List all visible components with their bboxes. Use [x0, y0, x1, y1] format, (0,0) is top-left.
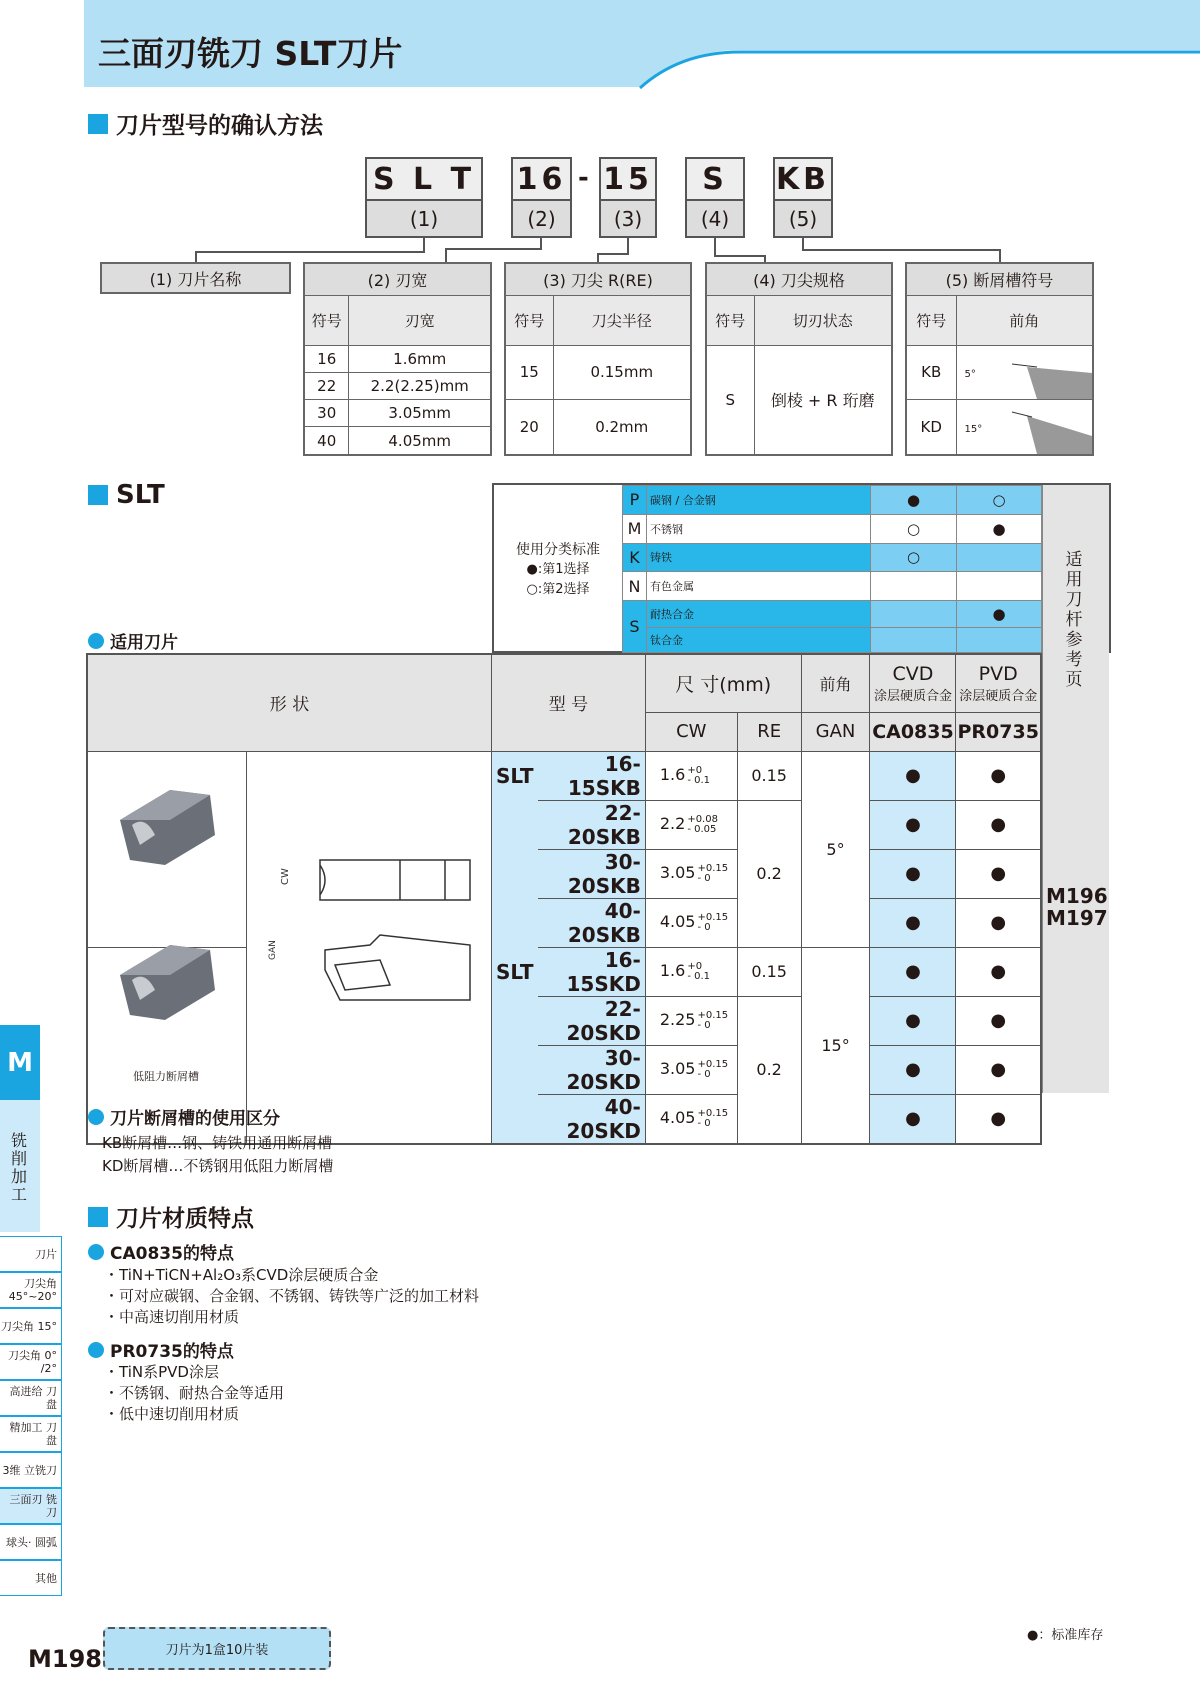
sidebar-item[interactable]: 其他 — [0, 1560, 62, 1596]
pr0735-mark: ● — [956, 800, 1041, 849]
pr0735-mark: ● — [956, 1094, 1041, 1144]
svg-text:CW: CW — [280, 868, 291, 885]
header-pvd: PVD 涂层硬质合金 — [956, 654, 1041, 712]
connector-lines — [0, 0, 1200, 270]
code-box-2: 16 (2) — [511, 157, 572, 238]
pr0735-mark: ● — [956, 1045, 1041, 1094]
header-cw: CW — [645, 712, 737, 751]
code-box-4: S (4) — [685, 157, 745, 238]
cw-value: 2.2 +0.08 - 0.05 — [645, 800, 737, 849]
header-rake: 前角 — [801, 654, 870, 712]
material-row — [623, 572, 1042, 601]
code-box-5: KB (5) — [773, 157, 833, 238]
model-code: 22-20SKB — [538, 800, 645, 849]
cvd-mark: ○ — [871, 543, 957, 572]
ref-header: 适用刀杆参考页 — [1065, 550, 1083, 690]
cvd-mark — [871, 572, 957, 601]
chipbreaker-heading: 刀片断屑槽的使用区分 — [88, 1104, 280, 1129]
pvd-mark — [957, 628, 1042, 653]
model-code: 40-20SKD — [538, 1094, 645, 1144]
iso-letter: K — [623, 543, 647, 572]
pvd-mark — [957, 572, 1042, 601]
header-shape: 形 状 — [87, 654, 492, 751]
re-value: 0.2 — [737, 800, 801, 947]
table-row — [87, 751, 1041, 800]
ca0835-mark: ● — [870, 898, 956, 947]
sidebar-item[interactable]: 刀尖角 45°~20° — [0, 1272, 62, 1308]
material-name: 有色金属 — [647, 572, 871, 601]
section-heading-grades: 刀片材质特点 — [88, 1200, 254, 1233]
header-cvd: CVD 涂层硬质合金 — [870, 654, 956, 712]
material-row — [623, 486, 1042, 515]
pr0735-features: ・TiN系PVD涂层 ・不锈钢、耐热合金等适用 ・低中速切削用材质 — [104, 1363, 285, 1423]
ca0835-mark: ● — [870, 800, 956, 849]
material-row — [623, 514, 1042, 543]
kb-note: KB断屑槽…钢、铸铁用通用断屑槽 — [102, 1134, 333, 1152]
material-name: 不锈钢 — [647, 514, 871, 543]
header-re: RE — [737, 712, 801, 751]
section-heading-slt: SLT — [88, 480, 165, 510]
page-title: 三面刃铣刀 SLT刀片 — [98, 34, 403, 73]
header-size: 尺 寸(mm) — [645, 654, 801, 712]
usage-legend: 使用分类标准 ●:第1选择 ○:第2选择 — [516, 542, 600, 597]
chipbreaker-table: (5) 断屑槽符号 符号 前角 KB 5° KD 15° — [905, 262, 1094, 456]
pr0735-mark: ● — [956, 996, 1041, 1045]
re-value: 0.15 — [737, 947, 801, 996]
insert-kd-image — [110, 935, 220, 1030]
ca0835-mark: ● — [870, 849, 956, 898]
cvd-mark — [871, 628, 957, 653]
pr0735-mark: ● — [956, 947, 1041, 996]
cw-value: 1.6 +0 - 0.1 — [645, 751, 737, 800]
header-ca0835: CA0835 — [870, 712, 956, 751]
iso-letter: P — [623, 486, 647, 515]
packaging-note: 刀片为1盒10片装 — [103, 1627, 331, 1670]
cw-value: 3.05 +0.15 - 0 — [645, 849, 737, 898]
pr0735-mark: ● — [956, 849, 1041, 898]
code-dash: - — [578, 163, 589, 193]
rake-5-diagram — [992, 349, 1092, 399]
re-value: 0.2 — [737, 996, 801, 1144]
cvd-mark: ● — [871, 486, 957, 515]
svg-text:GAN: GAN — [268, 940, 278, 960]
ca0835-mark: ● — [870, 751, 956, 800]
cw-value: 4.05 +0.15 - 0 — [645, 898, 737, 947]
pr0735-mark: ● — [956, 898, 1041, 947]
cvd-mark — [871, 601, 957, 628]
sidebar-item[interactable]: 刀尖角 0° /2° — [0, 1344, 62, 1380]
tip-spec-table: (4) 刀尖规格 符号 切刃状态 S 倒棱 + R 珩磨 — [705, 262, 893, 456]
code-box-3: 15 (3) — [599, 157, 657, 238]
material-row — [623, 601, 1042, 628]
iso-letter: N — [623, 572, 647, 601]
applicable-inserts-heading: 适用刀片 — [88, 628, 178, 653]
header-pr0735: PR0735 — [956, 712, 1041, 751]
ca0835-features: ・TiN+TiCN+Al₂O₃系CVD涂层硬质合金 ・可对应碳钢、合金钢、不锈钢、铸铁等广泛的加工材料 ・中高速切削用材质 — [104, 1266, 480, 1326]
cw-value: 2.25 +0.15 - 0 — [645, 996, 737, 1045]
pr0735-heading: PR0735的特点 — [88, 1337, 234, 1362]
kd-caption: 低阻力断屑槽 — [133, 1070, 199, 1083]
material-row — [623, 543, 1042, 572]
sidebar-item[interactable]: 三面刃 铣刀 — [0, 1488, 62, 1524]
rake-15-diagram — [992, 404, 1092, 454]
pvd-mark: ○ — [957, 486, 1042, 515]
rake-15-label: 15° — [964, 423, 983, 435]
material-name: 碳钢 / 合金钢 — [647, 486, 871, 515]
model-code: 40-20SKB — [538, 898, 645, 947]
material-table — [622, 485, 1042, 653]
section-heading-model: 刀片型号的确认方法 — [88, 107, 323, 140]
stock-legend: ●：标准库存 — [1027, 1628, 1104, 1643]
material-name: 钛合金 — [647, 628, 871, 653]
table-row — [87, 947, 1041, 996]
model-code: 16-15SKB — [538, 751, 645, 800]
radius-table: (3) 刀尖 R(RE) 符号 刀尖半径 15 0.15mm 20 0.2mm — [504, 262, 692, 456]
sidebar-item[interactable]: 球头· 圆弧 — [0, 1524, 62, 1560]
pvd-mark: ● — [957, 601, 1042, 628]
sidebar-item[interactable]: 精加工 刀盘 — [0, 1416, 62, 1452]
sidebar-tab-m[interactable]: M — [0, 1025, 40, 1100]
cvd-mark: ○ — [871, 514, 957, 543]
header-gan: GAN — [801, 712, 870, 751]
material-row — [623, 628, 1042, 653]
ca0835-heading: CA0835的特点 — [88, 1239, 234, 1264]
sidebar-item[interactable]: 3维 立铣刀 — [0, 1452, 62, 1488]
sidebar-item[interactable]: 高进给 刀盘 — [0, 1380, 62, 1416]
model-code: 22-20SKD — [538, 996, 645, 1045]
ref-pages: M196 M197 — [1046, 884, 1108, 930]
sidebar-nav — [0, 1236, 62, 1596]
cw-value: 3.05 +0.15 - 0 — [645, 1045, 737, 1094]
gan-value: 15° — [801, 947, 870, 1144]
iso-letter: M — [623, 514, 647, 543]
pr0735-mark: ● — [956, 751, 1041, 800]
sidebar-item[interactable]: 刀片 — [0, 1236, 62, 1272]
model-code: 16-15SKD — [538, 947, 645, 996]
gan-value: 5° — [801, 751, 870, 947]
model-code: 30-20SKD — [538, 1045, 645, 1094]
insert-kb-image — [110, 780, 220, 870]
box-insert-name: (1) 刀片名称 — [100, 262, 291, 294]
rake-5-label: 5° — [964, 369, 976, 381]
page-number: M198 — [28, 1645, 102, 1673]
ca0835-mark: ● — [870, 947, 956, 996]
model-prefix: SLT — [496, 959, 534, 984]
re-value: 0.15 — [737, 751, 801, 800]
model-code: 30-20SKB — [538, 849, 645, 898]
pvd-mark — [957, 543, 1042, 572]
cw-value: 4.05 +0.15 - 0 — [645, 1094, 737, 1144]
iso-letter: S — [623, 601, 647, 653]
insert-drawing — [270, 830, 480, 1020]
sidebar-category: 铣削加工 — [0, 1100, 40, 1232]
model-prefix: SLT — [496, 763, 534, 788]
kd-note: KD断屑槽…不锈钢用低阻力断屑槽 — [102, 1157, 334, 1175]
ca0835-mark: ● — [870, 996, 956, 1045]
material-name: 铸铁 — [647, 543, 871, 572]
header-model: 型 号 — [492, 654, 646, 751]
cw-value: 1.6 +0 - 0.1 — [645, 947, 737, 996]
ca0835-mark: ● — [870, 1045, 956, 1094]
code-box-1: S L T (1) — [365, 157, 483, 238]
pvd-mark: ● — [957, 514, 1042, 543]
sidebar-item[interactable]: 刀尖角 15° — [0, 1308, 62, 1344]
width-table: (2) 刃宽 符号 刃宽 16 1.6mm 22 2.2(2.25)mm 30 3.05mm 40 4.05mm — [303, 262, 492, 456]
material-name: 耐热合金 — [647, 601, 871, 628]
ca0835-mark: ● — [870, 1094, 956, 1144]
